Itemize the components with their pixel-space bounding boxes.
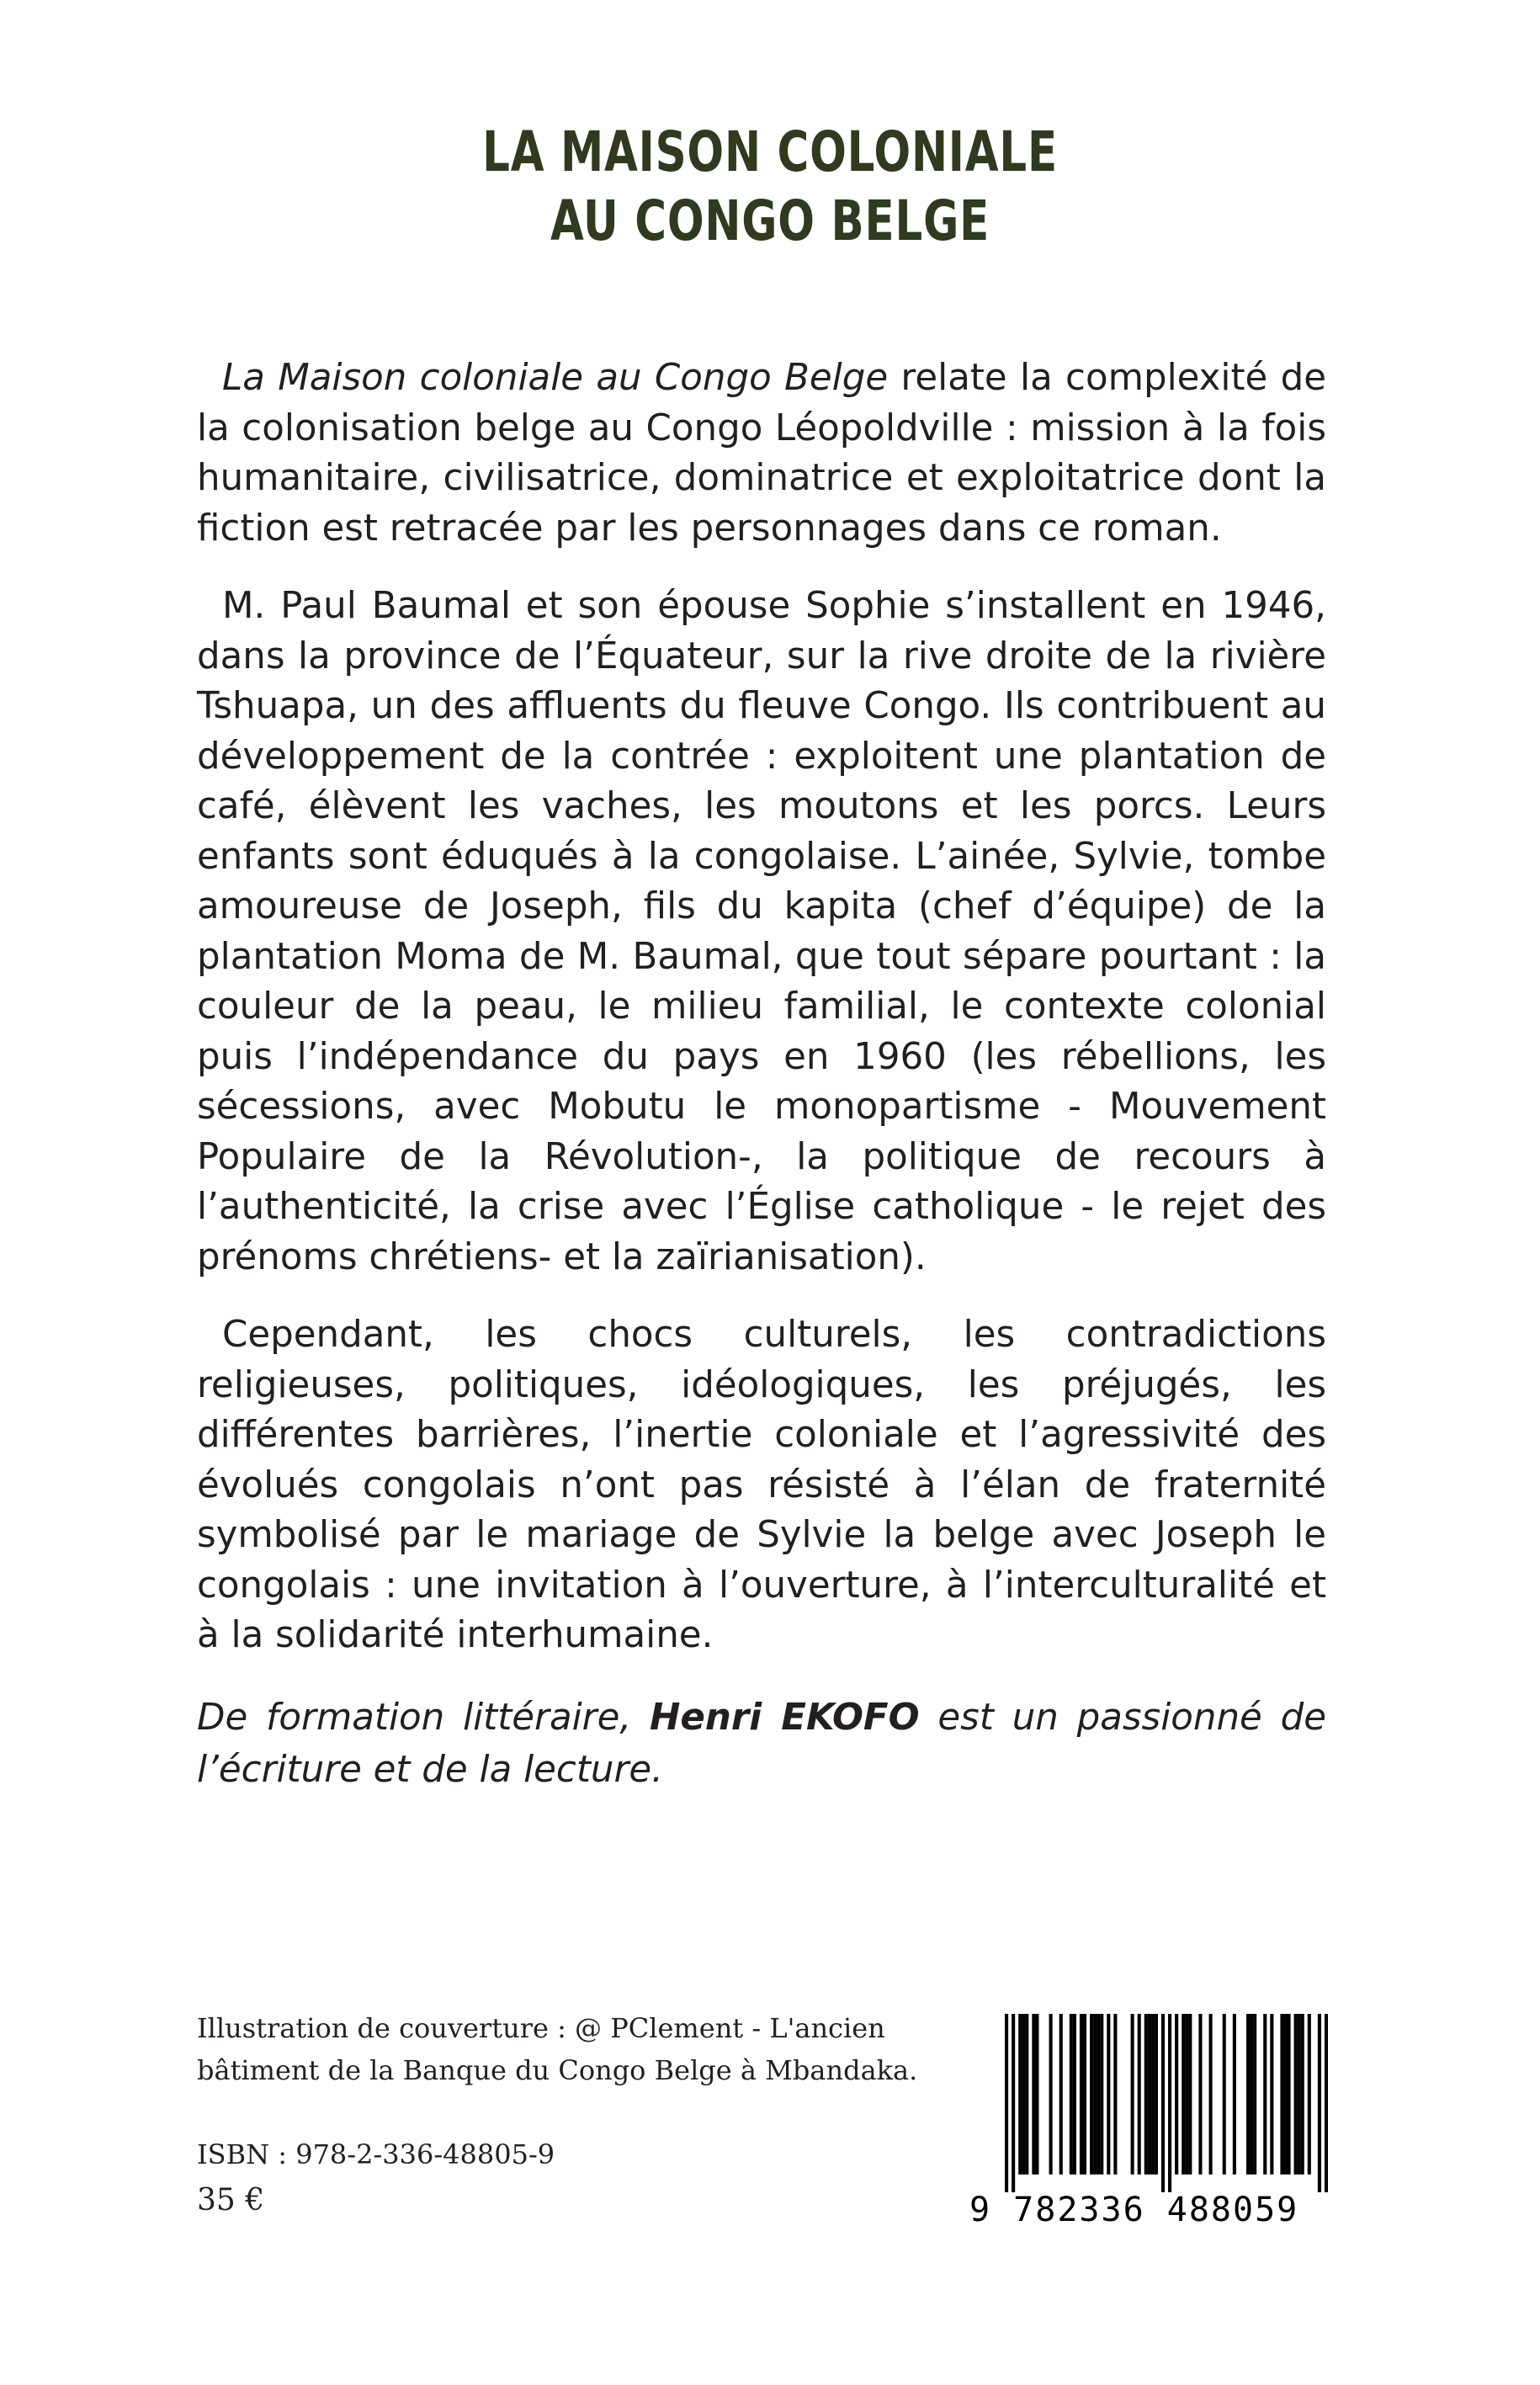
barcode-bar [1097,2014,1100,2175]
barcode-bar [1185,2014,1188,2175]
barcode-bar [1025,2014,1028,2175]
cover-credits [197,2007,954,2091]
barcode-bar [1209,2014,1213,2175]
barcode-bars [1005,2014,1328,2192]
barcode-bar [1093,2014,1097,2175]
barcode-bar [1005,2014,1008,2192]
barcode-bar [1131,2014,1134,2175]
price: 35 € [197,2183,265,2218]
blurb-paragraph-1 [197,353,1326,554]
barcode-bar [1144,2014,1148,2175]
barcode-bar [1168,2014,1171,2192]
barcode-bar [1100,2014,1103,2175]
barcode-bar [1155,2014,1158,2175]
author-bio [197,1692,1326,1796]
book-title [169,118,1370,256]
barcode-bar [1113,2014,1117,2175]
book-title-italic: La Maison coloniale au Congo Belge [222,357,889,399]
barcode-bar [1198,2014,1202,2175]
barcode-digits: 9 782336 488059 [969,2191,1299,2229]
barcode-bar [1325,2014,1328,2192]
barcode-bar [1294,2014,1298,2175]
author-bio-suffix: est un passionné de l’écriture et de la lecture. [197,1697,1326,1791]
isbn: ISBN : 978-2-336-48805-9 [197,2138,555,2170]
barcode-bar [1012,2014,1015,2192]
barcode-bar [1049,2014,1053,2175]
barcode-bar [1280,2014,1283,2175]
blurb-paragraph-3: Cependant, les chocs culturels, les contradictions religieuses, politiques, idéologiques, les préjugés, les différentes barrières, l’inertie coloniale et l’agressivité des évolués congolais n’ont pas résisté à l’élan de fraternité symbolisé par le mariage de Sylvie la belge avec Joseph le congolais : une invitation à l’ouverture, à l’interculturalité et à la solidarité interhumaine. [197,1314,1326,1656]
barcode-bar [1318,2014,1321,2192]
credits-line-2: bâtiment de la Banque du Congo Belge à Mbandaka. [197,2054,918,2086]
blurb [197,353,1326,1689]
barcode-bar [1263,2014,1267,2175]
barcode-bar [1270,2014,1273,2175]
barcode-bar [1246,2014,1250,2175]
barcode-bar [1090,2014,1093,2175]
barcode-bar [1308,2014,1311,2175]
barcode-bar [1148,2014,1151,2175]
barcode-bar [1301,2014,1304,2175]
barcode-bar [1083,2014,1086,2175]
barcode-bar [1151,2014,1155,2175]
barcode [958,2014,1328,2234]
barcode-bar [1287,2014,1290,2175]
barcode-bar [1188,2014,1192,2175]
author-bio-prefix: De formation littéraire, [197,1697,650,1739]
barcode-bar [1073,2014,1076,2175]
paragraph-1-text: relate la complexité de la colonisation belge au Congo Léopoldville : mission à la fois humanitaire, civilisatrice, dominatrice et exploitatrice dont la fiction est retracée par les personnages dans ce roman. [197,357,1326,550]
barcode-bar [1253,2014,1256,2175]
barcode-bar [1022,2014,1025,2175]
credits-line-1: Illustration de couverture : @ PClement - L'ancien [197,2012,885,2044]
barcode-bar [1175,2014,1178,2175]
barcode-bar [1070,2014,1073,2175]
barcode-bar [1161,2014,1165,2192]
barcode-bar [1223,2014,1226,2175]
barcode-bar [1018,2014,1022,2175]
barcode-bar [1032,2014,1035,2175]
title-line-1: LA MAISON COLONIALE [482,120,1058,184]
barcode-bar [1298,2014,1301,2175]
barcode-bar [1080,2014,1083,2175]
blurb-paragraph-2: M. Paul Baumal et son épouse Sophie s’installent en 1946, dans la province de l’Équateur, sur la rive droite de la rivière Tshuapa, un des affluents du fleuve Congo. Ils contribuent au développement de la contrée : exploitent une plantation de café, élèvent les vaches, les moutons et les porcs. Leurs enfants sont éduqués à la congolaise. L’ainée, Sylvie, tombe amoureuse de Joseph, fils du kapita (chef d’équipe) de la plantation Moma de M. Baumal, que tout sépare pourtant : la couleur de la peau, le milieu familial, le contexte colonial puis l’indépendance du pays en 1960 (les rébellions, les sécessions, avec Mobutu le monopartisme - Mouvement Populaire de la Révolution-, la politique de recours à l’authenticité, la crise avec l’Église catholique - le rejet des prénoms chrétiens- et la zaïrianisation). [197,585,1326,1278]
author-name: Henri EKOFO [649,1697,920,1739]
title-line-2: AU CONGO BELGE [550,189,990,253]
barcode-bar [1035,2014,1038,2175]
barcode-bar [1233,2014,1236,2175]
barcode-bar [1138,2014,1141,2175]
barcode-bar [1250,2014,1253,2175]
barcode-bar [1107,2014,1110,2175]
barcode-bar [1182,2014,1185,2175]
barcode-bar [1283,2014,1287,2175]
barcode-bar [1059,2014,1063,2175]
